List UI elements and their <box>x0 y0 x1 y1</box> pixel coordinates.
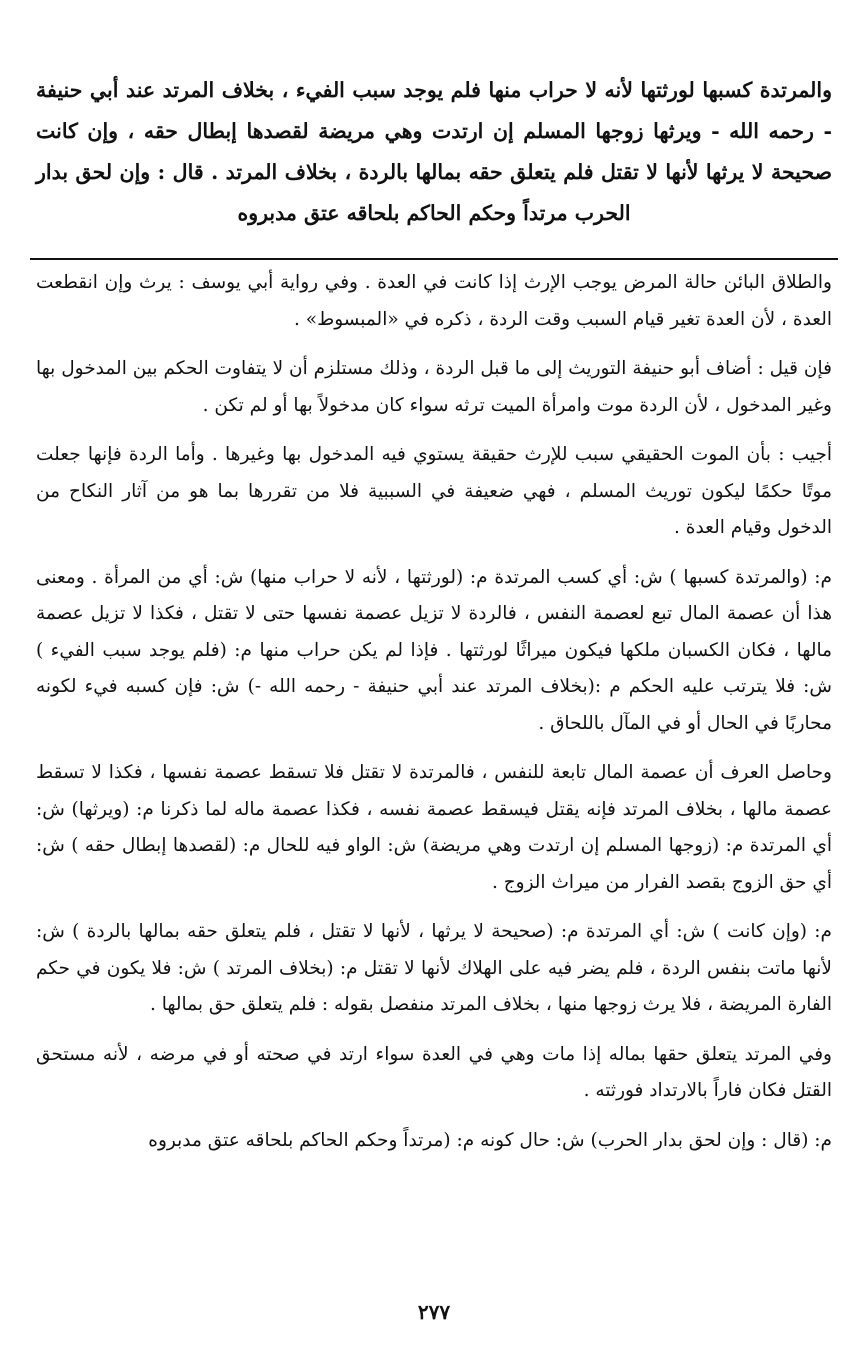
commentary-paragraph: والطلاق البائن حالة المرض يوجب الإرث إذا كانت في العدة . وفي رواية أبي يوسف : يرث وإن انقطعت العدة ، لأن العدة تغير قيام السبب وقت الردة ، ذكره في «المبسوط» . <box>36 272 832 330</box>
commentary-paragraph: م: (قال : وإن لحق بدار الحرب) ش: حال كونه م: (مرتداً وحكم الحاكم بلحاقه عتق مدبروه <box>148 1129 832 1151</box>
commentary-paragraph: فإن قيل : أضاف أبو حنيفة التوريث إلى ما قبل الردة ، وذلك مستلزم أن لا يتفاوت الحكم بين المدخول بها وغير المدخول ، لأن الردة موت وامرأة الميت ترثه سواء كان مدخولاً بها أو لم تكن . <box>36 358 832 416</box>
matn-text: والمرتدة كسبها لورثتها لأنه لا حراب منها فلم يوجد سبب الفيء ، بخلاف المرتد عند أبي حنيفة - رحمه الله - ويرثها زوجها المسلم إن ارتدت وهي مريضة لقصدها إبطال حقه ، وإن كانت صحيحة لا يرثها لأنها لا تقتل فلم يتعلق حقه بمالها بالردة ، بخلاف المرتد . قال : وإن لحق بدار الحرب مرتداً وحكم الحاكم بلحاقه عتق مدبروه <box>36 78 832 225</box>
commentary-paragraph: وفي المرتد يتعلق حقها بماله إذا مات وهي في العدة سواء ارتد في صحته أو في مرضه ، لأنه مستحق القتل فكان فاراً بالارتداد فورثته . <box>36 1043 832 1101</box>
commentary-paragraph: م: (والمرتدة كسبها ) ش: أي كسب المرتدة م: (لورثتها ، لأنه لا حراب منها) ش: أي من المرأة . ومعنى هذا أن عصمة المال تبع لعصمة النفس ، فالردة لا تزيل عصمة نفسها حتى لا تقتل ، فكذا لا تزيل عصمة مالها ، فكان الكسبان ملكها فيكون ميراثًا لورثتها . فإذا لم يكن حراب منها م: (فلم يوجد سبب الفيء ) ش: فلا يترتب عليه الحكم م :(بخلاف المرتد عند أبي حنيفة - رحمه الله -) ش: فإن كسبه فيء لكونه محاربًا في الحال أو في المآل باللحاق . <box>36 566 832 734</box>
commentary-paragraph: وحاصل العرف أن عصمة المال تابعة للنفس ، فالمرتدة لا تقتل فلا تسقط عصمة نفسها ، فكذا لا تسقط عصمة مالها ، بخلاف المرتد فإنه يقتل فيسقط عصمة نفسه ، فكذا عصمة ماله لما ذكرنا م: (ويرثها) ش: أي المرتدة م: (زوجها المسلم إن ارتدت وهي مريضة) ش: الواو فيه للحال م: (لقصدها إبطال حقه ) ش: أي حق الزوج بقصد الفرار من ميراث الزوج . <box>36 762 832 893</box>
section-divider <box>30 258 838 260</box>
page-number: ٢٧٧ <box>417 1300 451 1324</box>
sharh-commentary <box>36 265 832 1172</box>
commentary-paragraph: م: (وإن كانت ) ش: أي المرتدة م: (صحيحة لا يرثها ، لأنها لا تقتل ، فلم يتعلق حقه بمالها بالردة ) ش: لأنها ماتت بنفس الردة ، فلم يضر فيه على الهلاك لأنها لا تقتل م: (بخلاف المرتد ) ش: فلا يكون في حكم الفارة المريضة ، فلا يرث زوجها منها ، بخلاف المرتد منفصل بقوله : فلم يتعلق حق بمالها . <box>36 921 832 1015</box>
commentary-paragraph: أجيب : بأن الموت الحقيقي سبب للإرث حقيقة يستوي فيه المدخول بها وغيرها . وأما الردة فإنها جعلت موتًا حكمًا ليكون توريث المسلم ، فهي ضعيفة في السببية فلا من تقررها بما هو من آثار النكاح من الدخول وقيام العدة . <box>36 444 832 538</box>
